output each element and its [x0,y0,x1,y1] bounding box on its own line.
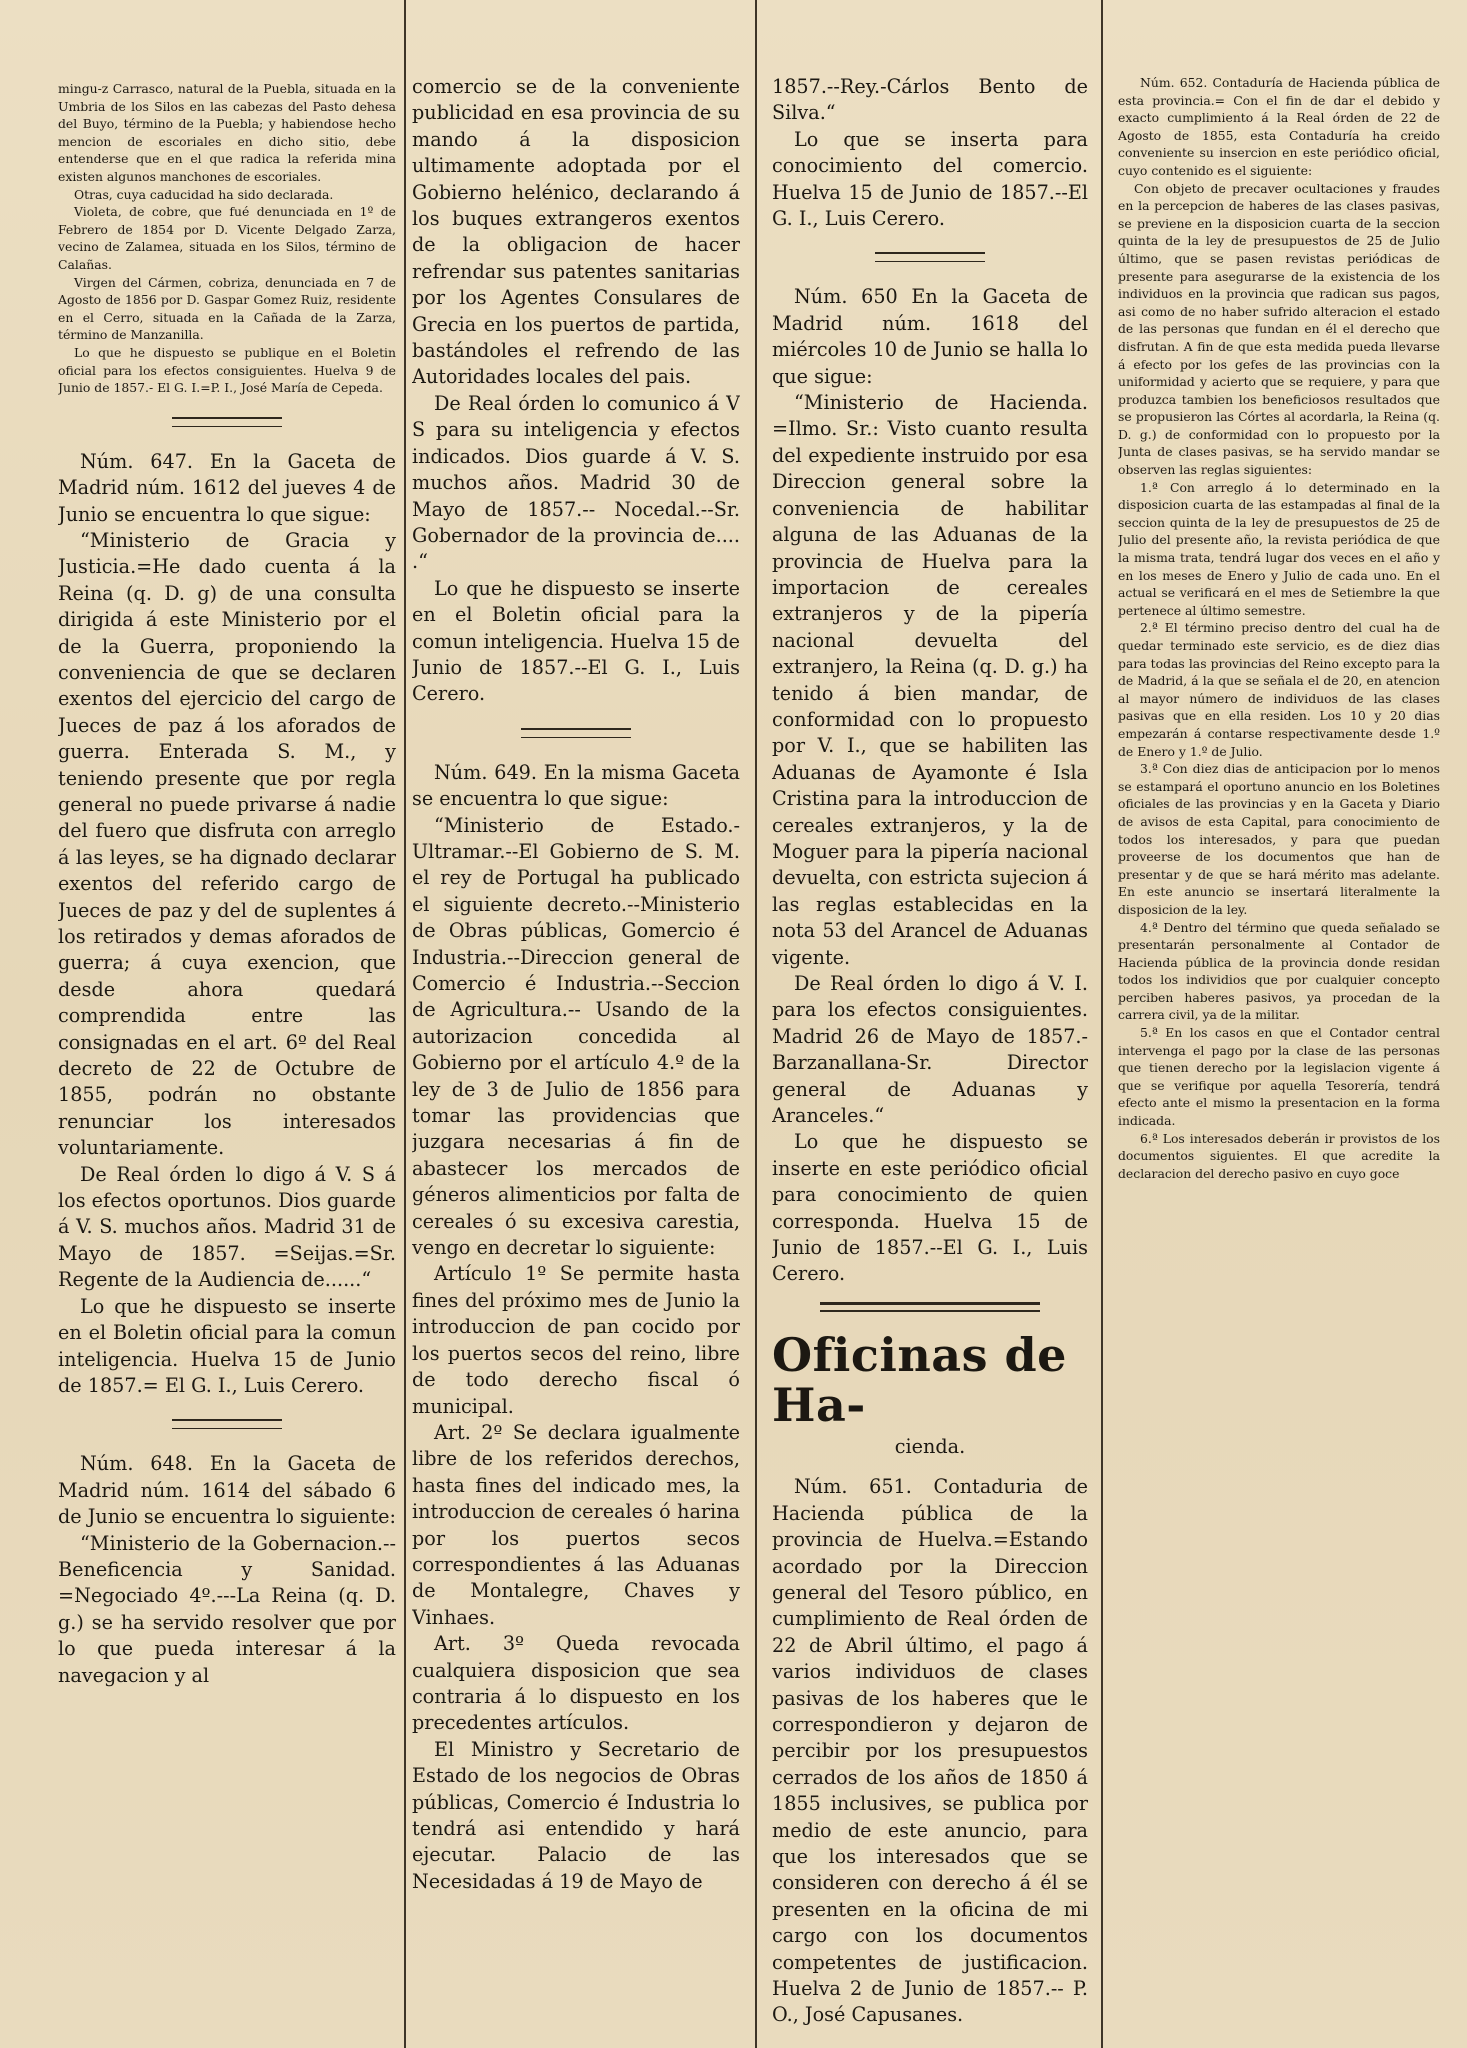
column-3 [772,0,1088,2048]
notice-649-decree: “Ministerio de Estado.- Ultramar.--El Gobierno de S. M. el rey de Portugal ha publicado el siguiente decreto.--Ministerio de Obras públicas, Gomercio é Industria.--Direccion general de Comercio é Industria.--Seccion de Agricultura.-- Usando de la autorizacion concedida al Gobierno por el artículo 4.º de la ley de 3 de Julio de 1856 para tomar las providencias que juzgara necesarias á fin de abastecer los mercados de géneros alimenticios por falta de cereales ó su excesiva carestia, vengo en decretar lo siguiente: [412,813,740,1260]
rule-2: 2.ª El término preciso dentro del cual ha de quedar terminado este servicio, es de diez dias para todas las provincias del Reino excepto para la de Madrid, á la que se señala el de 20, en atencion al mayor número de individuos de las clases pasivas que en ella residen. Los 10 y 20 dias empezarán á contarse respectivamente desde 1.º de Enero y 1.º de Julio. [1118,620,1440,759]
notice-650-order: De Real órden lo digo á V. I. para los efectos consiguientes. Madrid 26 de Mayo de 1857.- Barzanallana-Sr. Director general de Aduanas y Aranceles.“ [772,972,1088,1128]
mine-virgen-carmen: Virgen del Cármen, cobriza, denunciada en 7 de Agosto de 1856 por D. Gaspar Gomez Ruiz, residente en el Cerro, situada en la Cañada de la Zarza, término de Manzanilla. [58,274,396,343]
notice-647-intro: Núm. 647. En la Gaceta de Madrid núm. 1612 del jueves 4 de Junio se encuentra lo que sigue: [58,449,396,526]
column-rule-2 [755,0,757,2048]
column-1 [58,0,396,2048]
rule-3: 3.ª Con diez dias de anticipacion por lo menos se estampará el oportuno anuncio en los Boletines oficiales de las provincias y en la Gaceta y Diario de avisos de esta Capital, para conocimiento de todos los interesados, y para que puedan proveerse de los documentos que han de presentar y de que se hará mérito mas adelante. En este anuncio se insertará literalmente la disposicion de la ley. [1118,761,1440,917]
rule-4: 4.ª Dentro del término que queda señalado se presentarán personalmente al Contador de Hacienda pública de la provincia donde residan todos los individios que por cualquier concepto perciben haberes pasivos, ya procedan de la carrera civil, ya de la militar. [1118,919,1440,1023]
section-separator [172,417,282,427]
notice-649-closing: Lo que se inserta para conocimiento del comercio. Huelva 15 de Junio de 1857.--El G. I., Luis Cerero. [772,127,1088,231]
section-heading: Oficinas de Ha- [772,1327,1067,1432]
notice-649-intro: Núm. 649. En la misma Gaceta se encuentra lo que sigue: [412,760,740,811]
column-4 [1118,0,1440,2048]
notice-650-body: “Ministerio de Hacienda. =Ilmo. Sr.: Visto cuanto resulta del expediente instruido por esa Direccion general sobre la conveniencia de habilitar alguna de las Aduanas de la provincia de Huelva para la importacion de cereales extranjeros y de la pipería nacional devuelta del extranjero, la Reina (q. D. g.) ha tenido á bien mandar, de conformidad con lo propuesto por V. I., que se habiliten las Aduanas de Ayamonte é Isla Cristina para la introduccion de cereales extranjeros, y la de Moguer para la pipería nacional devuelta, con estricta sujecion á las reglas establecidas en la nota 53 del Arancel de Aduanas vigente. [772,391,1088,969]
notice-647-closing: Lo que he dispuesto se inserte en el Boletin oficial para la comun inteligencia. Huelva 15 de Junio de 1857.= El G. I., Luis Cerero. [58,1294,396,1397]
notice-649-article-1: Artículo 1º Se permite hasta fines del próximo mes de Junio la introduccion de pan cocido por los puertos secos del reino, libre de todo derecho fiscal ó municipal. [412,1262,740,1418]
notice-649-minister: El Ministro y Secretario de Estado de los negocios de Obras públicas, Comercio é Industria lo tendrá asi entendido y hará ejecutar. Palacio de las Necesidadas á 19 de Mayo de [412,1737,740,1893]
notice-652-intro: Núm. 652. Contaduría de Hacienda pública de esta provincia.= Con el fin de dar el debido y exacto cumplimiento á la Real órden de 22 de Agosto de 1855, esta Contaduría ha creido conveniente su insercion en este periódico oficial, cuyo contenido es el siguiente: [1118,75,1440,178]
section-separator [172,1419,282,1429]
notice-648-continued: comercio se de la conveniente publicidad en esa provincia de su mando á la disposicion ultimamente adoptada por el Gobierno helénico, declarando á los buques extrangeros exentos de la obligacion de hacer refrendar sus patentes sanitarias por los Agentes Consulares de Grecia en los puertos de partida, bastándoles el refrendo de las Autoridades locales del pais. [412,75,740,389]
rule-6: 6.ª Los interesados deberán ir provistos de los documentos siguientes. El que acredite la declaracion del derecho pasivo en cuyo goce [1118,1130,1440,1181]
section-separator-double [820,1302,1040,1312]
notice-651-body: Núm. 651. Contaduria de Hacienda pública de la provincia de Huelva.=Estando acordado por la Direccion general del Tesoro público, en cumplimiento de Real órden de 22 de Abril último, el pago á varios individuos de clases pasivas de los haberes que le correspondieron y dejaron de percibir por los presupuestos cerrados de los años de 1850 á 1855 inclusives, se publica por medio de este anuncio, para que los interesados que se consideren con derecho á él se presenten en la oficina de mi cargo con los documentos competentes de justificacion. Huelva 2 de Junio de 1857.-- P. O., José Capusanes. [772,1475,1088,2027]
publication-notice: Lo que he dispuesto se publique en el Boletin oficial para los efectos consiguientes. Huelva 9 de Junio de 1857.- El G. I.=P. I., José María de Cepeda. [58,344,396,396]
caducidad-heading: Otras, cuya caducidad ha sido declarada. [74,186,334,202]
notice-652-body: Con objeto de precaver ocultaciones y fraudes en la percepcion de haberes de las clases pasivas, se previene en la disposicion cuarta de la seccion quinta de la ley de presupuestos de 25 de Julio último, que se pasen revistas periódicas de presente para asegurarse de la existencia de los individuos en la provincia que radican sus pagos, asi como de no haber sufrido alteracion el estado de las personas que fundan en él el derecho que disfrutan. A fin de que esta medida pueda llevarse á efecto por los gefes de las provincias con la uniformidad y acierto que se requiere, y para que produzca tambien los beneficiosos resultados que se propusieron las Córtes al acordarla, la Reina (q. D. g.) de conformidad con lo propuesto por la Junta de clases pasivas, se ha servido mandar se observen las reglas siguientes: [1118,180,1440,478]
notice-647-body: “Ministerio de Gracia y Justicia.=He dado cuenta á la Reina (q. D. g) de una consulta dirigida á este Ministerio por el de la Guerra, proponiendo la conveniencia de que se declaren exentos del ejercicio del cargo de Jueces de paz á los aforados de guerra. Enterada S. M., y teniendo presente que por regla general no puede privarse á nadie del fuero que disfruta con arreglo á las leyes, se ha dignado declarar exentos del referido cargo de Jueces de paz y del de suplentes á los retirados y demas aforados de guerra; á cuya exencion, que desde ahora quedará comprendida entre las consignadas en el art. 6º del Real decreto de 22 de Octubre de 1855, podrán no obstante renunciar los interesados voluntariamente. [58,528,396,1160]
notice-647-order: De Real órden lo digo á V. S á los efectos oportunos. Dios guarde á V. S. muchos años. Madrid 31 de Mayo de 1857. =Seijas.=Sr. Regente de la Audiencia de......“ [58,1162,396,1292]
notice-648-order: De Real órden lo comunico á V S para su inteligencia y efectos indicados. Dios guarde á V. S. muchos años. Madrid 30 de Mayo de 1857.-- Nocedal.--Sr. Gobernador de la provincia de.... .“ [412,391,740,574]
column-rule-3 [1101,0,1103,2048]
column-rule-1 [404,0,406,2048]
column-2 [412,0,740,2048]
rule-5: 5.ª En los casos en que el Contador central intervenga el pago por la clase de las personas que tienen derecho por la legislacion vigente á que se verifique por aquella Tesorería, tendrá efecto ante el mismo la presentacion en la forma indicada. [1118,1025,1440,1129]
section-separator [521,728,631,738]
notice-648-body: “Ministerio de la Gobernacion.--Beneficencia y Sanidad. =Negociado 4º.---La Reina (q. D. g.) se ha servido resolver que por lo que pueda interesar á la navegacion y al [58,1531,396,1687]
rule-1: 1.ª Con arreglo á lo determinado en la disposicion cuarta de las estampadas al final de la seccion quinta de la ley de presupuestos de 25 de Julio del presente año, la revista periódica de que la misma trata, tendrá lugar dos veces en el año y en los meses de Enero y Julio de cada uno. En el actual se verificará en el mes de Setiembre la que pertenece al último semestre. [1118,479,1440,618]
section-heading-continuation: cienda. [894,1434,966,1458]
notice-648-closing: Lo que he dispuesto se inserte en el Boletin oficial para la comun inteligencia. Huelva 15 de Junio de 1857.--El G. I., Luis Cerero. [412,576,740,706]
notice-648-intro: Núm. 648. En la Gaceta de Madrid núm. 1614 del sábado 6 de Junio se encuentra lo siguiente: [58,1452,396,1529]
notice-650-closing: Lo que he dispuesto se inserte en este periódico oficial para conocimiento de quien corresponda. Huelva 15 de Junio de 1857.--El G. I., Luis Cerero. [772,1130,1088,1286]
mine-list-paragraph: mingu-z Carrasco, natural de la Puebla, situada en la Umbria de los Silos en las cabezas del Pasto dehesa del Buyo, término de la Puebla; y habiendose hecho mencion de escoriales en dicho sitio, debe entenderse que en el que radica la referida mina existen algunos manchones de escoriales. [58,81,396,184]
section-separator [875,252,985,262]
notice-649-article-3: Art. 3º Queda revocada cualquiera disposicion que sea contraria á lo dispuesto en los precedentes artículos. [412,1632,740,1735]
notice-649-article-2: Art. 2º Se declara igualmente libre de los referidos derechos, hasta fines del indicado mes, la introduccion de cereales ó harina por los puertos secos correspondientes á las Aduanas de Montalegre, Chaves y Vinhaes. [412,1420,740,1629]
notice-650-intro: Núm. 650 En la Gaceta de Madrid núm. 1618 del miércoles 10 de Junio se halla lo que sigue: [772,285,1088,388]
mine-violeta: Violeta, de cobre, que fué denunciada en 1º de Febrero de 1854 por D. Vicente Delgado Zarza, vecino de Zalamea, situada en los Silos, término de Calañas. [58,204,396,272]
notice-649-signature: 1857.--Rey.-Cárlos Bento de Silva.“ [772,75,1088,125]
